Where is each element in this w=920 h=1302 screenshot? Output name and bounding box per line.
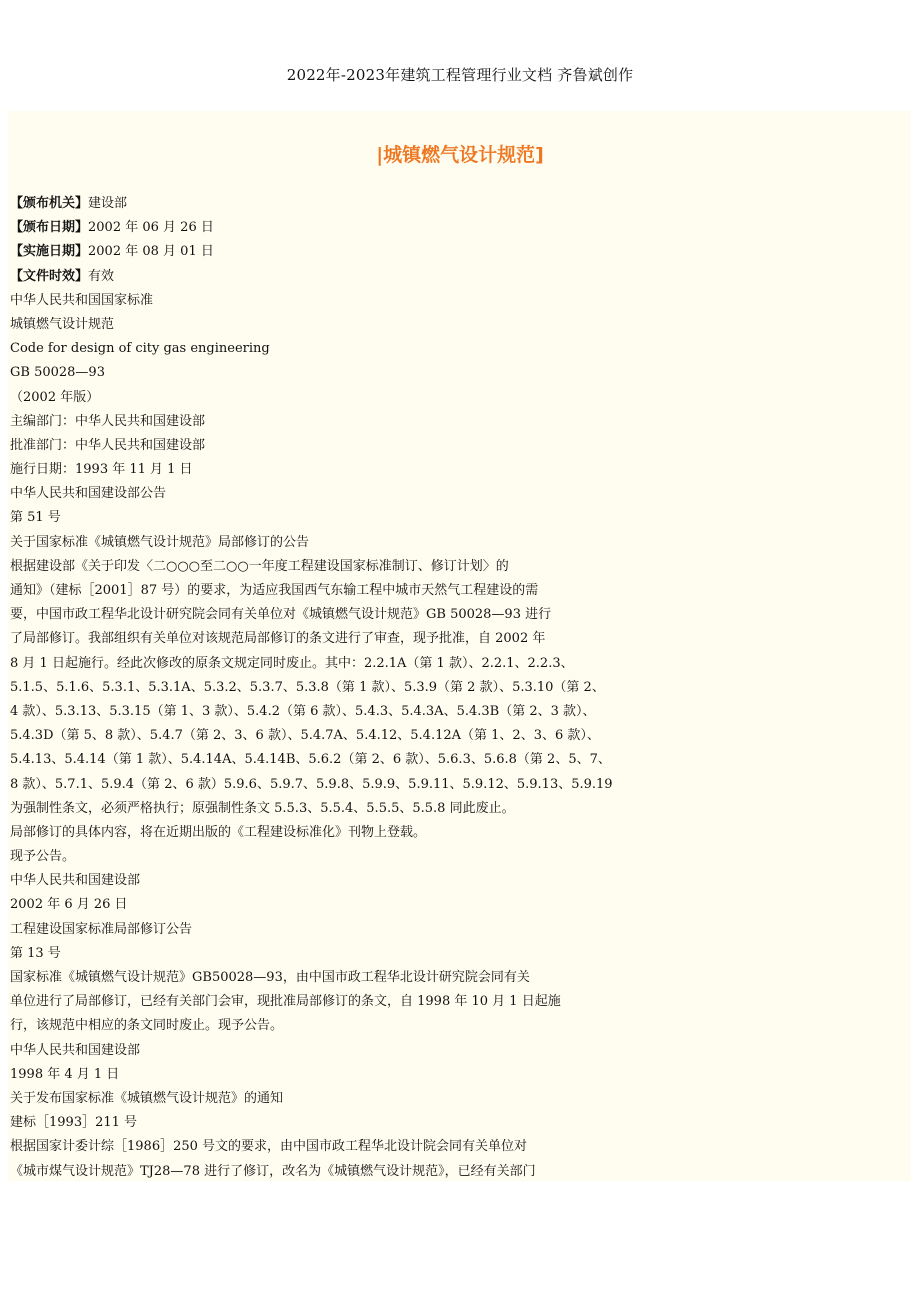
text-line: 中华人民共和国建设部	[10, 1042, 141, 1058]
text-line: （2002 年版）	[10, 389, 100, 405]
text-line: 中华人民共和国国家标准	[10, 292, 154, 308]
text-line: 为强制性条文，必须严格执行；原强制性条文 5.5.3、5.5.4、5.5.5、5.5.8 同此废止。	[10, 800, 515, 816]
text-line: 关于发布国家标准《城镇燃气设计规范》的通知	[10, 1090, 284, 1106]
text-line: 第 13 号	[10, 945, 61, 961]
meta-value: 建设部	[88, 196, 128, 211]
text-line: 批准部门：中华人民共和国建设部	[10, 437, 206, 453]
text-line: 中华人民共和国建设部	[10, 873, 141, 889]
document-title: |城镇燃气设计规范]	[376, 144, 544, 166]
meta-key: 【文件时效】	[10, 268, 89, 284]
text-line: 5.1.5、5.1.6、5.3.1、5.3.1A、5.3.2、5.3.7、5.3.8（第 1 款）、5.3.9（第 2 款）、5.3.10（第 2、	[10, 679, 605, 695]
text-line: 关于国家标准《城镇燃气设计规范》局部修订的公告	[10, 534, 310, 550]
meta-key: 【颁布机关】	[10, 196, 89, 211]
document-body	[10, 192, 630, 1184]
text-line: 中华人民共和国建设部公告	[10, 486, 167, 502]
text-line: 根据建设部《关于印发〈二○○○至二○○一年度工程建设国家标准制订、修订计划〉的	[10, 558, 509, 574]
text-line: 城镇燃气设计规范	[10, 316, 115, 332]
text-line: 第 51 号	[10, 510, 61, 526]
text-line: 工程建设国家标准局部修订公告	[10, 921, 193, 937]
text-line: 了局部修订。我部组织有关单位对该规范局部修订的条文进行了审查，现予批准，自 2002 年	[10, 631, 546, 647]
text-line: 要，中国市政工程华北设计研究院会同有关单位对《城镇燃气设计规范》GB 50028—93 进行	[10, 607, 552, 623]
text-line: 5.4.13、5.4.14（第 1 款）、5.4.14A、5.4.14B、5.6.2（第 2、6 款）、5.6.3、5.6.8（第 2、5、7、	[10, 752, 611, 768]
text-line: 施行日期：1993 年 11 月 1 日	[10, 462, 193, 478]
text-line: 根据国家计委计综［1986］250 号文的要求，由中国市政工程华北设计院会同有关单位对	[10, 1139, 528, 1155]
text-line: 2002 年 6 月 26 日	[10, 897, 128, 913]
text-line: 局部修订的具体内容，将在近期出版的《工程建设标准化》刊物上登载。	[10, 824, 427, 840]
text-line: 8 款）、5.7.1、5.9.4（第 2、6 款）5.9.6、5.9.7、5.9.8、5.9.9、5.9.11、5.9.12、5.9.13、5.9.19	[10, 776, 613, 792]
document-header: 2022年-2023年建筑工程管理行业文档 齐鲁斌创作	[286, 66, 634, 84]
meta-key: 【颁布日期】	[10, 220, 89, 236]
text-line: 单位进行了局部修订，已经有关部门会审，现批准局部修订的条文，自 1998 年 10 月 1 日起施	[10, 994, 561, 1010]
text-line: 4 款）、5.3.13、5.3.15（第 1、3 款）、5.4.2（第 6 款）、5.4.3、5.4.3A、5.4.3B（第 2、3 款）、	[10, 703, 596, 719]
meta-line	[10, 192, 630, 216]
text-line: GB 50028—93	[10, 365, 105, 381]
meta-key: 【实施日期】	[10, 244, 89, 260]
text-line: 国家标准《城镇燃气设计规范》GB50028—93，由中国市政工程华北设计研究院会同有关	[10, 970, 530, 985]
text-line: 主编部门：中华人民共和国建设部	[10, 413, 206, 429]
text-line: 1998 年 4 月 1 日	[10, 1066, 120, 1082]
meta-line	[10, 240, 630, 264]
text-line: Code for design of city gas engineering	[10, 341, 270, 357]
text-line: 5.4.3D（第 5、8 款）、5.4.7（第 2、3、6 款）、5.4.7A、5.4.12、5.4.12A（第 1、2、3、6 款）、	[10, 728, 600, 744]
text-line: 行，该规范中相应的条文同时废止。现予公告。	[10, 1018, 284, 1034]
meta-value: 2002 年 08 月 01 日	[88, 244, 214, 260]
meta-line	[10, 216, 630, 240]
text-line: 《城市煤气设计规范》TJ28—78 进行了修订，改名为《城镇燃气设计规范》，已经有关部门	[10, 1163, 536, 1179]
meta-value: 有效	[88, 268, 115, 284]
text-line: 建标［1993］211 号	[10, 1115, 138, 1131]
meta-line	[10, 265, 630, 289]
text-line: 现予公告。	[10, 849, 76, 865]
text-line: 通知》（建标［2001］87 号）的要求，为适应我国西气东输工程中城市天然气工程建设的需	[10, 583, 539, 598]
meta-value: 2002 年 06 月 26 日	[88, 220, 214, 236]
text-line: 8 月 1 日起施行。经此次修改的原条文规定同时废止。其中：2.2.1A（第 1 款）、2.2.1、2.2.3、	[10, 655, 574, 671]
